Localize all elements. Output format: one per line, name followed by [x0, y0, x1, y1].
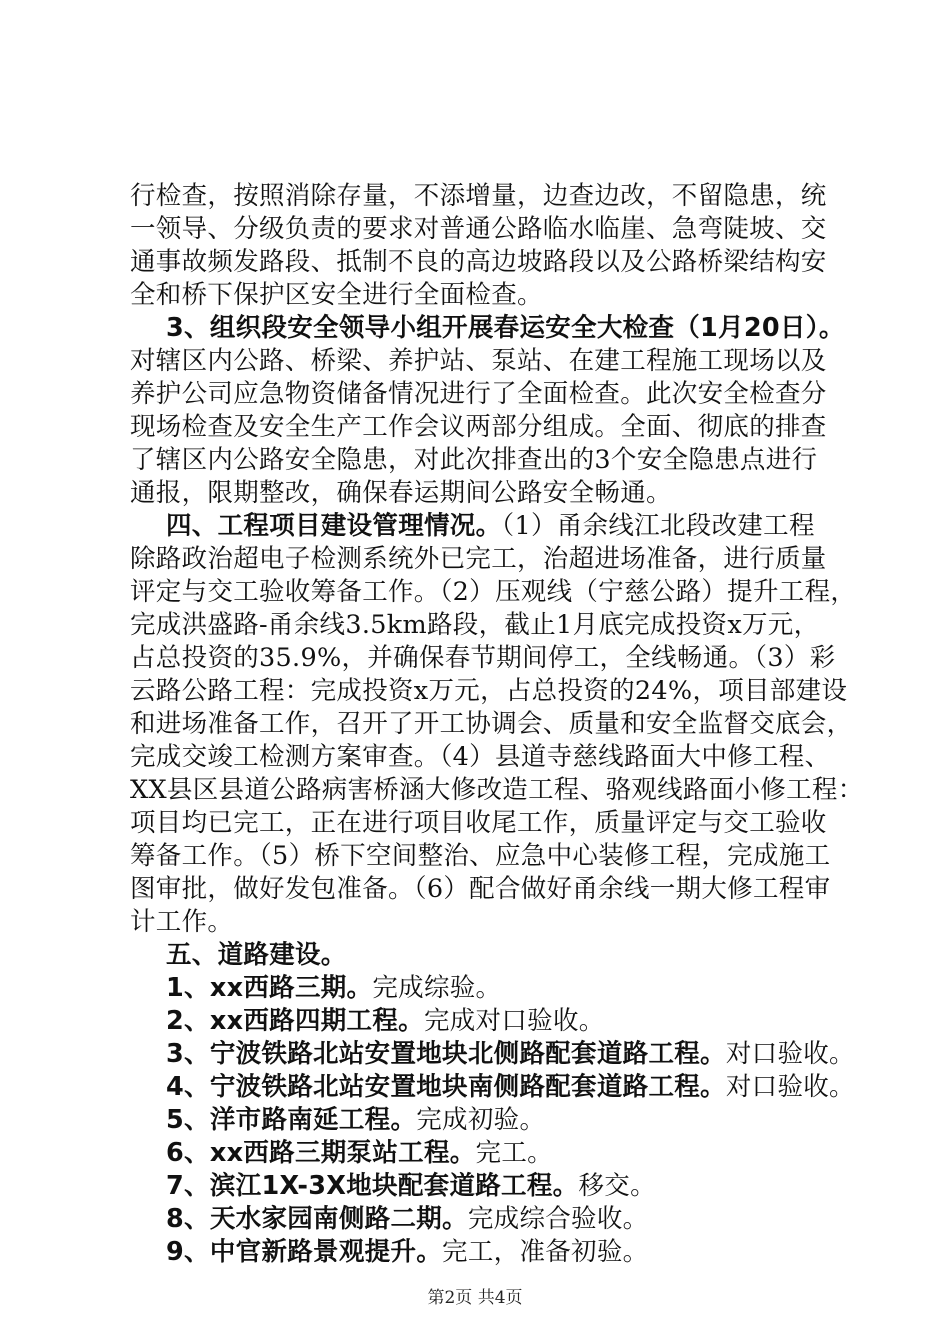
item3-heading: 3、组织段安全领导小组开展春运安全大检查（1月20日）。	[166, 313, 845, 343]
section5-heading: 五、道路建设。	[166, 940, 347, 970]
paragraph-line: 行检查，按照消除存量，不添增量，边查边改，不留隐患，统	[130, 181, 827, 211]
page-footer: 第2页 共4页	[427, 1288, 523, 1308]
list-item	[166, 1169, 656, 1203]
list-item	[166, 1103, 545, 1137]
paragraph-line: 了辖区内公路安全隐患，对此次排查出的3个安全隐患点进行	[130, 445, 818, 475]
list-item-title: 1、xx西路三期。	[166, 973, 373, 1003]
section4-first-line	[166, 509, 815, 543]
paragraph-line: 通事故频发路段、抵制不良的高边坡路段以及公路桥梁结构安	[130, 247, 827, 277]
list-item-status: 对口验收。	[725, 1039, 855, 1069]
list-item-status: 完工。	[475, 1138, 553, 1168]
list-item-title: 9、中官新路景观提升。	[166, 1237, 443, 1267]
list-item	[166, 971, 501, 1005]
paragraph-line: 通报，限期整改，确保春运期间公路安全畅通。	[130, 478, 672, 508]
paragraph-line: 现场检查及安全生产工作会议两部分组成。全面、彻底的排查	[130, 412, 827, 442]
paragraph-line: 养护公司应急物资储备情况进行了全面检查。此次安全检查分	[130, 379, 827, 409]
paragraph-line: 完成交竣工检测方案审查。（4）县道寺慈线路面大中修工程、	[130, 742, 831, 772]
paragraph-line: 和进场准备工作，召开了开工协调会、质量和安全监督交底会，	[130, 709, 853, 739]
list-item-title: 2、xx西路四期工程。	[166, 1006, 424, 1036]
paragraph-line: 计工作。	[130, 907, 234, 937]
list-item-title: 3、宁波铁路北站安置地块北侧路配套道路工程。	[166, 1039, 726, 1069]
list-item-status: 对口验收。	[725, 1072, 855, 1102]
paragraph-line: 全和桥下保护区安全进行全面检查。	[130, 280, 543, 310]
paragraph-line: 评定与交工验收筹备工作。（2）压观线（宁慈公路）提升工程，	[130, 577, 857, 607]
list-item	[166, 1037, 855, 1071]
paragraph-line: 图审批，做好发包准备。（6）配合做好甬余线一期大修工程审	[130, 874, 831, 904]
list-item-title: 8、天水家园南侧路二期。	[166, 1204, 468, 1234]
list-item-title: 4、宁波铁路北站安置地块南侧路配套道路工程。	[166, 1072, 726, 1102]
section4-heading: 四、工程项目建设管理情况。	[166, 511, 502, 541]
list-item	[166, 1136, 553, 1170]
paragraph-line: 项目均已完工，正在进行项目收尾工作，质量评定与交工验收	[130, 808, 827, 838]
list-item	[166, 1235, 648, 1269]
list-item-status: 完成对口验收。	[423, 1006, 605, 1036]
list-item-title: 7、滨江1X-3X地块配套道路工程。	[166, 1171, 579, 1201]
paragraph-line: 除路政治超电子检测系统外已完工，治超进场准备，进行质量	[130, 544, 827, 574]
list-item-status: 完成综合验收。	[467, 1204, 649, 1234]
list-item	[166, 1070, 855, 1104]
list-item-status: 完成初验。	[416, 1105, 546, 1135]
paragraph-line: 占总投资的35.9%，并确保春节期间停工，全线畅通。（3）彩	[130, 643, 836, 673]
paragraph-line: XX县区县道公路病害桥涵大修改造工程、骆观线路面小修工程：	[130, 775, 864, 805]
paragraph-line: 一领导、分级负责的要求对普通公路临水临崖、急弯陡坡、交	[130, 214, 827, 244]
list-item	[166, 1202, 648, 1236]
paragraph-line: 筹备工作。（5）桥下空间整治、应急中心装修工程，完成施工	[130, 841, 831, 871]
list-item-status: 完成综验。	[372, 973, 502, 1003]
section4-first-line-text: （1）甬余线江北段改建工程	[501, 511, 815, 541]
list-item-title: 5、洋市路南延工程。	[166, 1105, 417, 1135]
paragraph-line: 完成洪盛路-甬余线3.5km路段，截止1月底完成投资x万元，	[130, 610, 820, 640]
paragraph-line: 云路公路工程：完成投资x万元，占总投资的24%，项目部建设	[130, 676, 848, 706]
paragraph-line: 对辖区内公路、桥梁、养护站、泵站、在建工程施工现场以及	[130, 346, 827, 376]
list-item	[166, 1004, 605, 1038]
list-item-status: 移交。	[578, 1171, 656, 1201]
list-item-title: 6、xx西路三期泵站工程。	[166, 1138, 476, 1168]
list-item-status: 完工，准备初验。	[442, 1237, 649, 1267]
